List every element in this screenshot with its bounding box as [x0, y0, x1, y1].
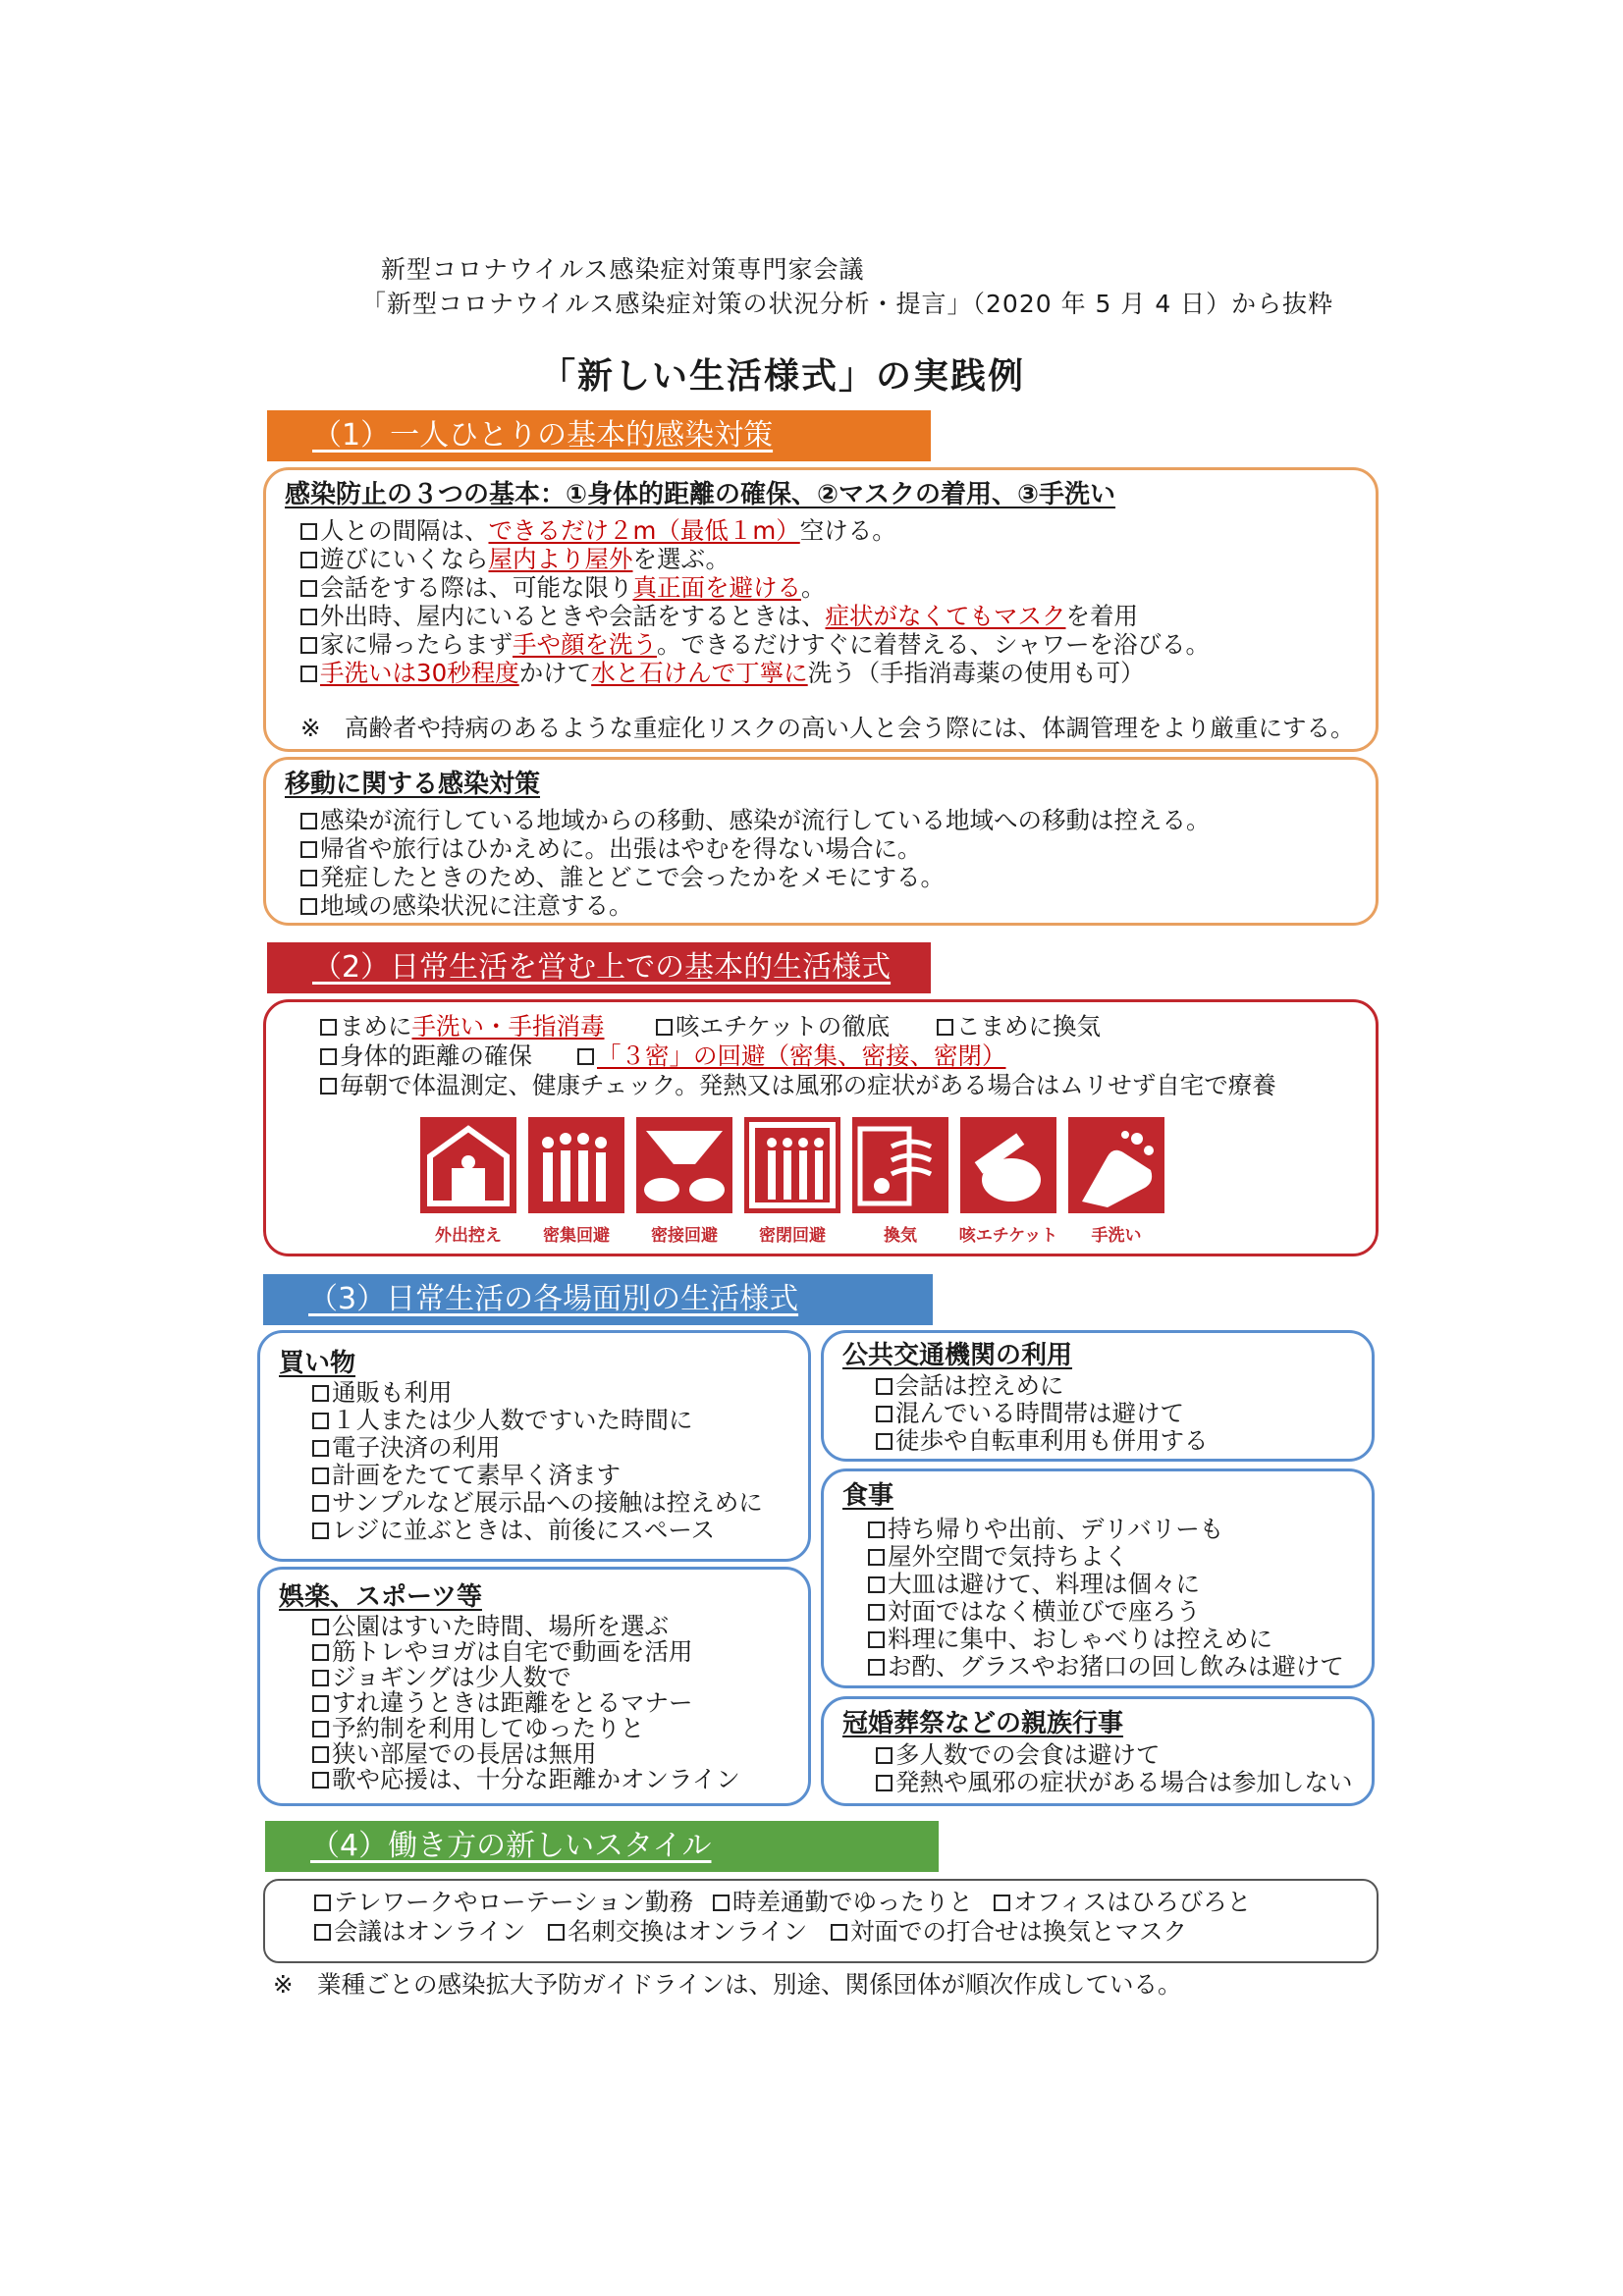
- work-item: テレワークやローテーション勤務: [314, 1889, 693, 1916]
- daily-item-etiquette: 咳エチケットの徹底: [656, 1013, 890, 1041]
- checkbox-icon: [577, 1048, 594, 1065]
- stay-home-icon: [420, 1117, 516, 1213]
- daily-item-distance: 身体的距離の確保: [320, 1042, 532, 1070]
- shopping-item: １人または少人数ですいた時間に: [312, 1407, 693, 1434]
- avoid-close-contact-icon: [636, 1117, 732, 1213]
- basic-item-5: 家に帰ったらまず手や顔を洗う。できるだけすぐに着替える、シャワーを浴びる。: [300, 631, 1210, 659]
- checkbox-icon: [876, 1433, 893, 1450]
- checkbox-icon: [876, 1406, 893, 1422]
- checkbox-icon: [300, 552, 317, 568]
- ceremony-title: 冠婚葬祭などの親族行事: [842, 1709, 1124, 1738]
- checkbox-icon: [876, 1775, 893, 1791]
- icon-label-ventilation: 換気: [884, 1226, 917, 1246]
- leisure-title: 娯楽、スポーツ等: [279, 1582, 482, 1612]
- basic-item-3: 会話をする際は、可能な限り真正面を避ける。: [300, 574, 826, 602]
- checkbox-icon: [312, 1670, 329, 1686]
- handwashing-icon: [1068, 1117, 1164, 1213]
- icon-label-avoid-crowds: 密集回避: [543, 1226, 610, 1246]
- basic-item-2: 遊びにいくなら屋内より屋外を選ぶ。: [300, 546, 730, 573]
- section1-banner: （1）一人ひとりの基本的感染対策: [267, 410, 931, 461]
- basics-title: 感染防止の３つの基本：①身体的距離の確保、②マスクの着用、③手洗い: [285, 480, 1116, 509]
- icon-label-handwashing: 手洗い: [1091, 1226, 1142, 1246]
- leisure-item: 筋トレやヨガは自宅で動画を活用: [312, 1638, 693, 1666]
- meal-title: 食事: [842, 1481, 894, 1511]
- checkbox-icon: [312, 1440, 329, 1457]
- checkbox-icon: [300, 870, 317, 886]
- transport-item: 混んでいる時間帯は避けて: [876, 1400, 1184, 1427]
- checkbox-icon: [876, 1747, 893, 1764]
- checkbox-icon: [994, 1895, 1010, 1911]
- icon-label-avoid-close-contact: 密接回避: [651, 1226, 718, 1246]
- checkbox-icon: [312, 1495, 329, 1512]
- travel-item-4: 地域の感染状況に注意する。: [300, 892, 633, 920]
- shopping-title: 買い物: [279, 1349, 356, 1378]
- travel-item-1: 感染が流行している地域からの移動、感染が流行している地域への移動は控える。: [300, 807, 1211, 834]
- checkbox-icon: [868, 1659, 885, 1676]
- header-line2: 「新型コロナウイルス感染症対策の状況分析・提言」（2020 年 5 月 4 日）から抜粋: [361, 290, 1334, 318]
- leisure-item: 公園はすいた時間、場所を選ぶ: [312, 1613, 669, 1640]
- checkbox-icon: [868, 1522, 885, 1538]
- meal-item: お酌、グラスやお猪口の回し飲みは避けて: [868, 1653, 1344, 1681]
- ceremony-item: 多人数での会食は避けて: [876, 1741, 1161, 1769]
- shopping-item: 電子決済の利用: [312, 1434, 501, 1462]
- checkbox-icon: [876, 1378, 893, 1395]
- checkbox-icon: [300, 637, 317, 654]
- basic-item-6: 手洗いは30秒程度かけて水と石けんで丁寧に洗う（手指消毒薬の使用も可）: [300, 660, 1145, 687]
- checkbox-icon: [937, 1019, 953, 1036]
- checkbox-icon: [312, 1468, 329, 1484]
- icon-label-avoid-closed-space: 密閉回避: [759, 1226, 826, 1246]
- meal-item: 屋外空間で気持ちよく: [868, 1543, 1128, 1571]
- checkbox-icon: [868, 1631, 885, 1648]
- transport-item: 徒歩や自転車利用も併用する: [876, 1427, 1209, 1455]
- checkbox-icon: [868, 1604, 885, 1621]
- leisure-item: ジョギングは少人数で: [312, 1664, 571, 1691]
- shopping-item: 通販も利用: [312, 1379, 453, 1407]
- checkbox-icon: [713, 1895, 730, 1911]
- checkbox-icon: [656, 1019, 673, 1036]
- checkbox-icon: [312, 1385, 329, 1402]
- checkbox-icon: [300, 898, 317, 915]
- checkbox-icon: [300, 841, 317, 858]
- checkbox-icon: [300, 813, 317, 829]
- travel-item-2: 帰省や旅行はひかえめに。出張はやむを得ない場合に。: [300, 835, 922, 863]
- work-item: 会議はオンライン: [314, 1918, 525, 1946]
- checkbox-icon: [312, 1772, 329, 1789]
- icon-label-stay-home: 外出控え: [435, 1226, 502, 1246]
- meal-item: 持ち帰りや出前、デリバリーも: [868, 1516, 1223, 1543]
- travel-item-3: 発症したときのため、誰とどこで会ったかをメモにする。: [300, 864, 945, 891]
- leisure-item: すれ違うときは距離をとるマナー: [312, 1689, 693, 1717]
- work-item: 名刺交換はオンライン: [548, 1918, 807, 1946]
- avoid-crowds-icon: [528, 1117, 624, 1213]
- daily-item-3mitsu: 「３密」の回避（密集、密接、密閉）: [577, 1042, 1006, 1070]
- section4-banner: （4）働き方の新しいスタイル: [265, 1821, 939, 1872]
- meal-item: 料理に集中、おしゃべりは控えめに: [868, 1626, 1272, 1653]
- checkbox-icon: [831, 1924, 847, 1941]
- basics-note: ※ 高齢者や持病のあるような重症化リスクの高い人と会う際には、体調管理をより厳重にする。: [300, 714, 1355, 742]
- checkbox-icon: [312, 1695, 329, 1712]
- ceremony-item: 発熱や風邪の症状がある場合は参加しない: [876, 1769, 1353, 1796]
- shopping-item: レジに並ぶときは、前後にスペース: [312, 1517, 715, 1544]
- meal-item: 大皿は避けて、料理は個々に: [868, 1571, 1200, 1598]
- checkbox-icon: [312, 1746, 329, 1763]
- shopping-item: サンプルなど展示品への接触は控えめに: [312, 1489, 763, 1517]
- work-item: 時差通勤でゆったりと: [713, 1889, 973, 1916]
- travel-title: 移動に関する感染対策: [285, 770, 541, 799]
- checkbox-icon: [312, 1413, 329, 1429]
- checkbox-icon: [868, 1576, 885, 1593]
- section3-banner: （3）日常生活の各場面別の生活様式: [263, 1274, 933, 1325]
- checkbox-icon: [548, 1924, 565, 1941]
- meal-item: 対面ではなく横並びで座ろう: [868, 1598, 1201, 1626]
- work-item: 対面での打合せは換気とマスク: [831, 1918, 1187, 1946]
- daily-item-ventilation: こまめに換気: [937, 1013, 1101, 1041]
- leisure-item: 歌や応援は、十分な距離かオンライン: [312, 1766, 740, 1793]
- checkbox-icon: [314, 1895, 331, 1911]
- avoid-closed-space-icon: [744, 1117, 840, 1213]
- page-title: 「新しい生活様式」の実践例: [540, 356, 1026, 397]
- transport-title: 公共交通機関の利用: [842, 1341, 1073, 1370]
- icon-label-cough-etiquette: 咳エチケット: [958, 1226, 1058, 1246]
- ventilation-icon: [852, 1117, 948, 1213]
- checkbox-icon: [320, 1019, 337, 1036]
- cough-etiquette-icon: [960, 1117, 1056, 1213]
- basic-item-4: 外出時、屋内にいるときや会話をするときは、症状がなくてもマスクを着用: [300, 603, 1138, 630]
- checkbox-icon: [312, 1721, 329, 1737]
- leisure-item: 予約制を利用してゆったりと: [312, 1715, 644, 1742]
- checkbox-icon: [300, 666, 317, 682]
- transport-item: 会話は控えめに: [876, 1372, 1064, 1400]
- basic-item-1: 人との間隔は、できるだけ２m（最低１m）空ける。: [300, 517, 896, 545]
- shopping-item: 計画をたてて素早く済ます: [312, 1462, 621, 1489]
- checkbox-icon: [314, 1924, 331, 1941]
- checkbox-icon: [300, 523, 317, 540]
- header-line1: 新型コロナウイルス感染症対策専門家会議: [381, 255, 865, 284]
- daily-item-temperature: 毎朝で体温測定、健康チェック。発熱又は風邪の症状がある場合はムリせず自宅で療養: [320, 1072, 1276, 1099]
- checkbox-icon: [312, 1619, 329, 1635]
- checkbox-icon: [312, 1644, 329, 1661]
- checkbox-icon: [320, 1078, 337, 1095]
- checkbox-icon: [300, 580, 317, 597]
- daily-item-handwash: まめに手洗い・手指消毒: [320, 1013, 605, 1041]
- section2-banner: （2）日常生活を営む上での基本的生活様式: [267, 942, 931, 993]
- leisure-item: 狭い部屋での長居は無用: [312, 1740, 597, 1768]
- footer-note: ※ 業種ごとの感染拡大予防ガイドラインは、別途、関係団体が順次作成している。: [273, 1970, 1182, 1999]
- checkbox-icon: [300, 609, 317, 625]
- checkbox-icon: [312, 1522, 329, 1539]
- checkbox-icon: [320, 1048, 337, 1065]
- checkbox-icon: [868, 1549, 885, 1566]
- work-item: オフィスはひろびろと: [994, 1889, 1251, 1916]
